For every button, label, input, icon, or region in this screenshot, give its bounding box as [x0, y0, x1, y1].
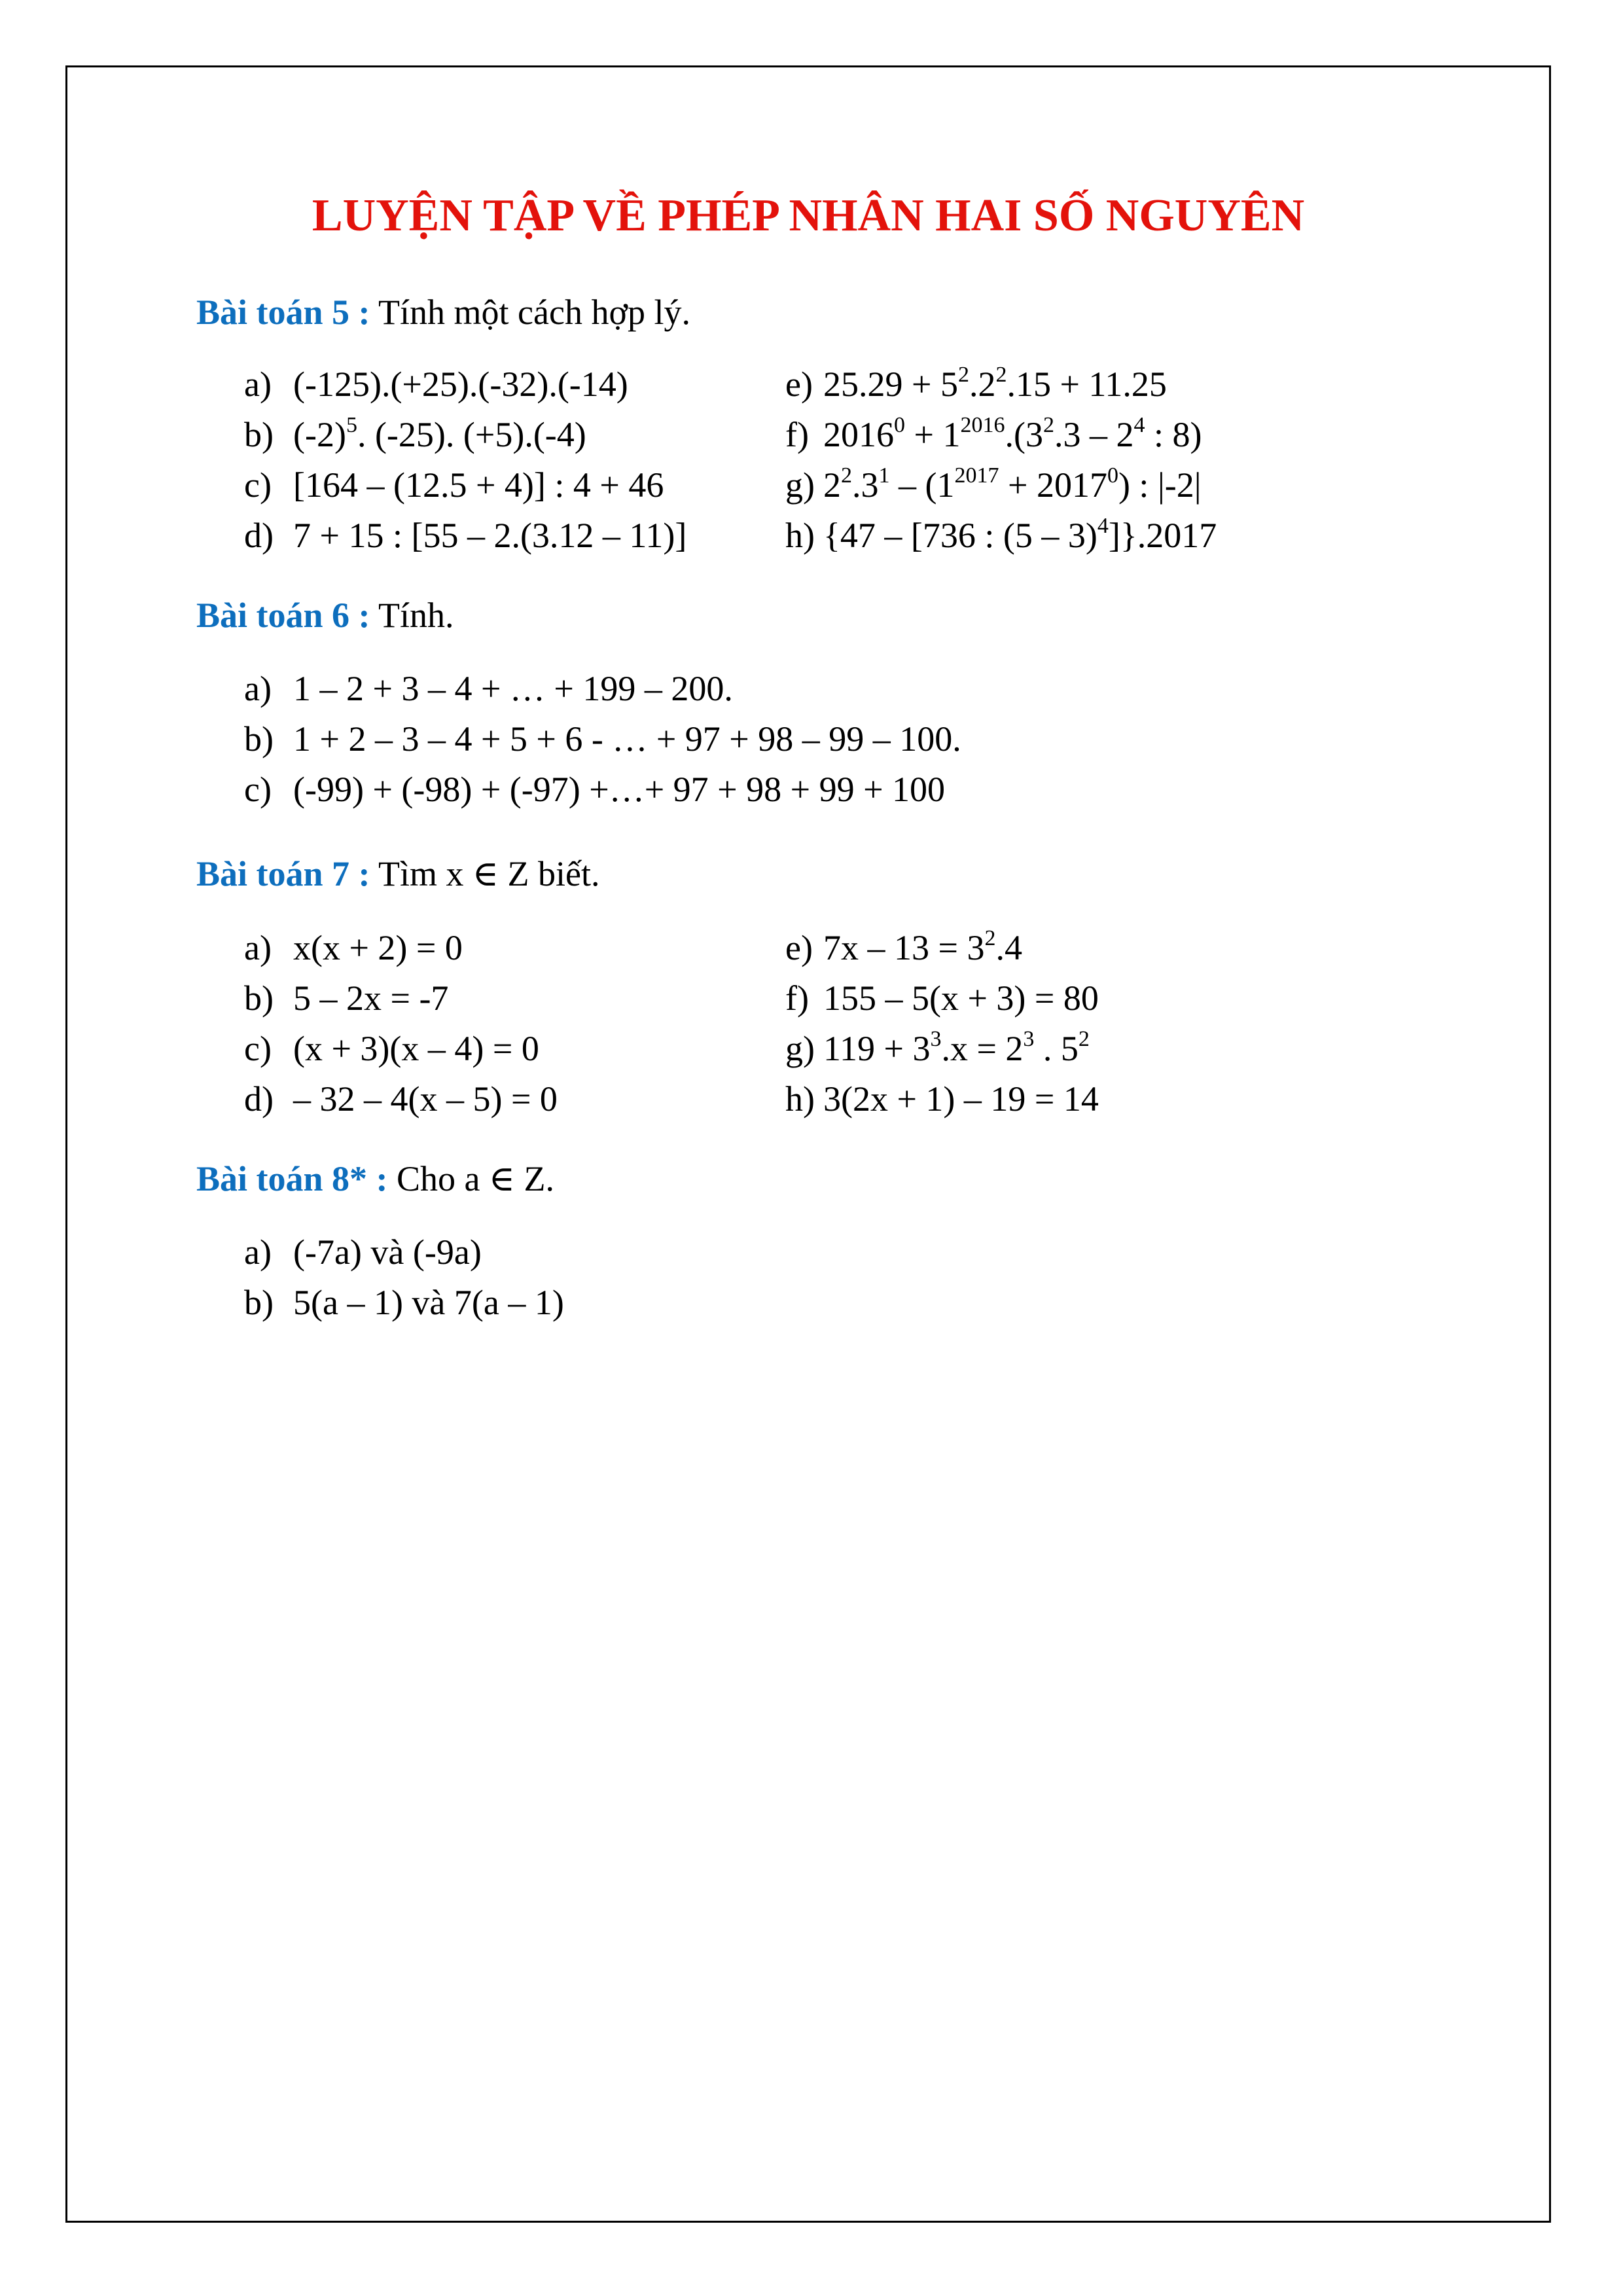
exercise-item [244, 413, 586, 454]
exponent: 3 [930, 1027, 942, 1051]
item-marker: c) [244, 1029, 272, 1068]
section-label: Bài toán 5 : [196, 293, 370, 332]
section-instruction: Tính một cách hợp lý. [370, 293, 691, 332]
exponent: 4 [1133, 413, 1145, 437]
expression-text: 7x – 13 = 3 [823, 928, 985, 967]
expression-text: .4 [995, 928, 1022, 967]
expression-text: .(3 [1005, 415, 1043, 454]
item-marker: f) [785, 978, 809, 1018]
item-marker: b) [244, 719, 274, 759]
item-marker: e) [785, 365, 813, 404]
exponent: 2 [841, 463, 852, 488]
expression-text: 7 + 15 : [55 – 2.(3.12 – 11)] [293, 516, 687, 555]
expression-text: – 32 – 4(x – 5) = 0 [293, 1079, 558, 1119]
exercise-item [244, 671, 733, 706]
item-marker: d) [244, 516, 274, 555]
exponent: 5 [346, 413, 357, 437]
exercise-item [244, 1234, 482, 1270]
expression-text: + 1 [905, 415, 961, 454]
exponent: 0 [1107, 463, 1118, 488]
exercise-item [244, 367, 628, 402]
section-heading [196, 1161, 554, 1196]
expression-text: – (1 [889, 465, 955, 505]
expression-text: (-2) [293, 415, 346, 454]
exercise-item [244, 518, 687, 553]
expression-text: (-99) + (-98) + (-97) +…+ 97 + 98 + 99 + 100 [293, 770, 946, 809]
exponent: 2 [957, 363, 969, 387]
section-heading [196, 856, 599, 891]
exponent: 2 [1078, 1027, 1090, 1051]
expression-text: 1 – 2 + 3 – 4 + … + 199 – 200. [293, 669, 733, 708]
expression-text: 25.29 + 5 [823, 365, 958, 404]
exercise-item [785, 514, 1217, 555]
exercise-item [244, 772, 945, 807]
exercise-item [244, 1031, 539, 1066]
item-marker: b) [244, 415, 274, 454]
exercise-item [244, 1081, 558, 1117]
exponent: 4 [1097, 514, 1109, 538]
section-instruction: Cho a ∈ Z. [387, 1159, 554, 1198]
section-label: Bài toán 8* : [196, 1159, 388, 1198]
expression-text: 1 + 2 – 3 – 4 + 5 + 6 - … + 97 + 98 – 99 – 100. [293, 719, 961, 759]
item-marker: a) [244, 1232, 272, 1272]
exercise-item [244, 467, 664, 503]
exercise-item [785, 1081, 1099, 1117]
section-heading [196, 295, 690, 330]
expression-text: . (-25). (+5).(-4) [357, 415, 586, 454]
expression-text: ]}.2017 [1108, 516, 1217, 555]
item-marker: c) [244, 770, 272, 809]
expression-text: .x = 2 [941, 1029, 1024, 1068]
exercise-item [785, 1027, 1090, 1068]
expression-text: (-7a) và (-9a) [293, 1232, 482, 1272]
expression-text: 2016 [823, 415, 894, 454]
exercise-item [785, 926, 1022, 967]
exercise-item [785, 463, 1202, 505]
exponent: 1 [878, 463, 890, 488]
item-marker: a) [244, 928, 272, 967]
item-marker: h) [785, 1079, 815, 1119]
expression-text: (-125).(+25).(-32).(-14) [293, 365, 628, 404]
expression-text: .2 [969, 365, 996, 404]
expression-text: 119 + 3 [823, 1029, 931, 1068]
expression-text: + 2017 [999, 465, 1107, 505]
exercise-item [244, 930, 463, 965]
exponent: 3 [1023, 1027, 1035, 1051]
section-instruction: Tính. [370, 596, 454, 635]
item-marker: b) [244, 978, 274, 1018]
exponent: 2016 [960, 413, 1005, 437]
page-title: LUYỆN TẬP VỀ PHÉP NHÂN HAI SỐ NGUYÊN [312, 190, 1305, 241]
item-marker: b) [244, 1283, 274, 1322]
item-marker: d) [244, 1079, 274, 1119]
exercise-item [785, 363, 1167, 404]
exercise-item [785, 413, 1202, 454]
item-marker: e) [785, 928, 813, 967]
expression-text: 5(a – 1) và 7(a – 1) [293, 1283, 564, 1322]
item-marker: a) [244, 669, 272, 708]
section-label: Bài toán 7 : [196, 854, 370, 893]
expression-text: x(x + 2) = 0 [293, 928, 463, 967]
section-label: Bài toán 6 : [196, 596, 370, 635]
expression-text: 5 – 2x = -7 [293, 978, 449, 1018]
section-heading [196, 598, 454, 633]
exponent: 2 [1043, 413, 1054, 437]
item-marker: h) [785, 516, 815, 555]
expression-text: ) : |-2| [1118, 465, 1202, 505]
item-marker: c) [244, 465, 272, 505]
exercise-item [785, 980, 1099, 1016]
exercise-item [244, 721, 961, 757]
item-marker: g) [785, 1029, 815, 1068]
expression-text: : 8) [1145, 415, 1202, 454]
expression-text: {47 – [736 : (5 – 3) [823, 516, 1097, 555]
item-marker: a) [244, 365, 272, 404]
expression-text: .3 [852, 465, 879, 505]
exponent: 0 [894, 413, 905, 437]
section-instruction: Tìm x ∈ Z biết. [370, 854, 600, 893]
exercise-item [244, 1285, 564, 1320]
exponent: 2017 [954, 463, 999, 488]
item-marker: f) [785, 415, 809, 454]
expression-text: .3 – 2 [1054, 415, 1134, 454]
expression-text: . 5 [1034, 1029, 1079, 1068]
exponent: 2 [995, 363, 1007, 387]
expression-text: [164 – (12.5 + 4)] : 4 + 46 [293, 465, 664, 505]
item-marker: g) [785, 465, 815, 505]
expression-text: (x + 3)(x – 4) = 0 [293, 1029, 539, 1068]
expression-text: .15 + 11.25 [1007, 365, 1167, 404]
expression-text: 3(2x + 1) – 19 = 14 [823, 1079, 1099, 1119]
expression-text: 2 [823, 465, 841, 505]
expression-text: 155 – 5(x + 3) = 80 [823, 978, 1099, 1018]
exponent: 2 [984, 926, 996, 950]
exercise-item [244, 980, 448, 1016]
